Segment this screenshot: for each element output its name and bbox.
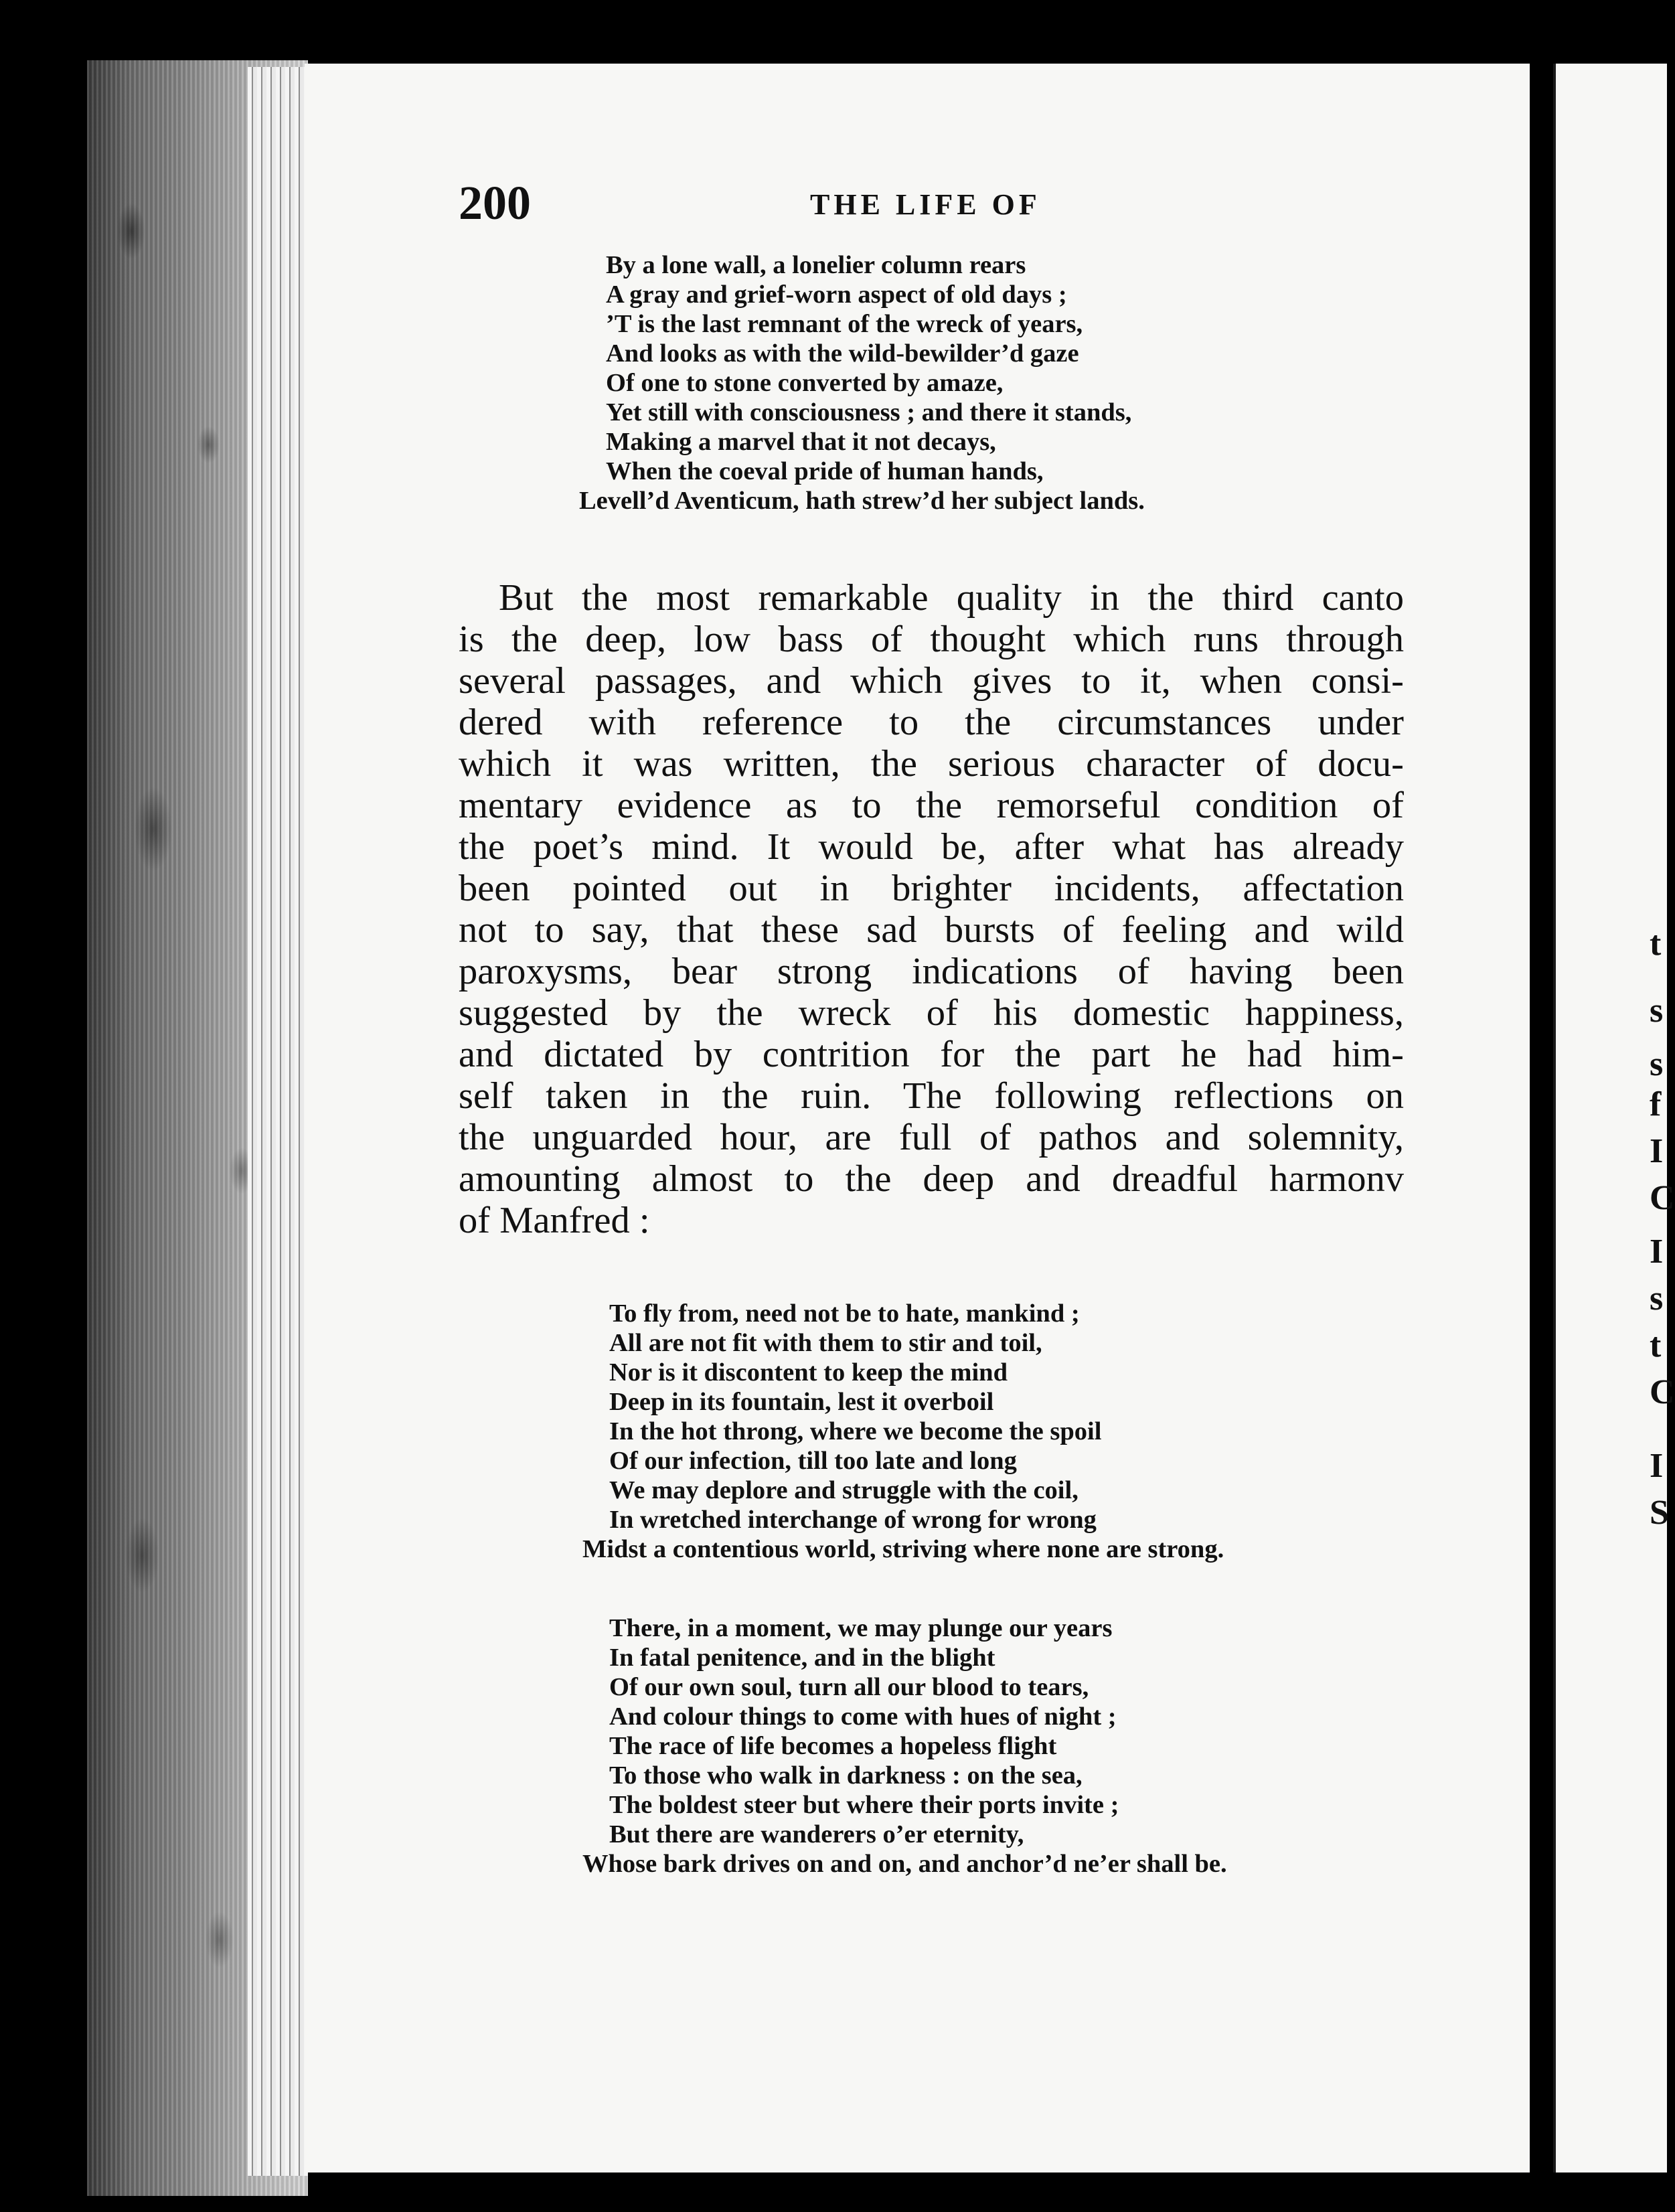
- verse-line: In fatal penitence, and in the blight: [609, 1644, 995, 1672]
- verse-line: And colour things to come with hues of night ;: [609, 1703, 1117, 1731]
- paragraph-line: But the most remarkable quality in the third canto: [499, 577, 1404, 619]
- page-leaves: [248, 67, 308, 2176]
- verse-line: Of one to stone converted by amaze,: [606, 369, 1004, 397]
- verse-line: Making a marvel that it not decays,: [606, 428, 996, 456]
- facing-page-fragment: I: [1650, 1233, 1664, 1271]
- paragraph-line: is the deep, low bass of thought which runs through: [459, 619, 1404, 660]
- paragraph-line: which it was written, the serious character of docu-: [459, 743, 1404, 785]
- facing-page-edge: [1553, 64, 1675, 2172]
- paragraph-line: dered with reference to the circumstances under: [459, 702, 1404, 743]
- paragraph-line: amounting almost to the deep and dreadful harmonv: [459, 1158, 1404, 1200]
- verse-stanza-3: [582, 1613, 1254, 1879]
- verse-line: By a lone wall, a lonelier column rears: [606, 251, 1026, 279]
- facing-page-fragment: f: [1650, 1085, 1662, 1123]
- facing-page-fragment: s: [1650, 1045, 1664, 1083]
- facing-page-fragment: t: [1650, 925, 1662, 963]
- facing-page-fragment: t: [1650, 1326, 1662, 1364]
- verse-line: But there are wanderers o’er eternity,: [609, 1820, 1024, 1848]
- verse-line: All are not fit with them to stir and toil,: [609, 1329, 1042, 1357]
- facing-page-fragment: s: [1650, 1279, 1664, 1318]
- verse-line: The race of life becomes a hopeless flight: [609, 1732, 1057, 1760]
- facing-page-fragment: C: [1650, 1373, 1675, 1411]
- paragraph-line: been pointed out in brighter incidents, affectation: [459, 868, 1404, 909]
- paragraph-line: mentary evidence as to the remorseful condition of: [459, 785, 1404, 826]
- verse-line: Nor is it discontent to keep the mind: [609, 1358, 1008, 1387]
- verse-line: The boldest steer but where their ports invite ;: [609, 1791, 1119, 1819]
- verse-line: Deep in its fountain, lest it overboil: [609, 1388, 994, 1416]
- facing-page-fragment: s: [1650, 992, 1664, 1030]
- running-head: THE LIFE OF: [810, 188, 1041, 221]
- verse-line: A gray and grief-worn aspect of old days ;: [606, 281, 1067, 309]
- verse-line: ’T is the last remnant of the wreck of years,: [606, 310, 1083, 338]
- verse-line: To those who walk in darkness : on the sea,: [609, 1761, 1083, 1790]
- verse-stanza-2: [582, 1299, 1251, 1564]
- paragraph-line: several passages, and which gives to it, when consi-: [459, 660, 1404, 702]
- verse-stanza-1: [579, 250, 1172, 516]
- facing-page-fragment: I: [1650, 1447, 1664, 1485]
- verse-line: There, in a moment, we may plunge our years: [609, 1614, 1113, 1642]
- paragraph-line: not to say, that these sad bursts of feeling and wild: [459, 909, 1404, 951]
- paragraph-line: paroxysms, bear strong indications of having been: [459, 951, 1404, 992]
- body-paragraph: [459, 577, 1404, 1241]
- verse-line: Yet still with consciousness ; and there it stands,: [606, 398, 1132, 426]
- verse-line: In the hot throng, where we become the spoil: [609, 1417, 1102, 1445]
- verse-line: Whose bark drives on and on, and anchor’d ne’er shall be.: [582, 1850, 1227, 1878]
- page-header: [459, 175, 1409, 229]
- page-number: 200: [459, 176, 531, 230]
- verse-line: Of our own soul, turn all our blood to tears,: [609, 1673, 1089, 1701]
- facing-page-fragment: I: [1650, 1132, 1664, 1170]
- paragraph-line: suggested by the wreck of his domestic happiness,: [459, 992, 1404, 1034]
- verse-line: When the coeval pride of human hands,: [606, 457, 1044, 485]
- paragraph-line: of Manfred :: [459, 1200, 650, 1241]
- facing-page-fragment: S: [1650, 1494, 1669, 1532]
- verse-line: Levell’d Aventicum, hath strew’d her subject lands.: [579, 487, 1145, 515]
- paragraph-line: self taken in the ruin. The following reflections on: [459, 1075, 1404, 1117]
- paragraph-line: the poet’s mind. It would be, after what has already: [459, 826, 1404, 868]
- verse-line: We may deplore and struggle with the coil,: [609, 1476, 1079, 1504]
- verse-line: Midst a contentious world, striving where none are strong.: [582, 1535, 1224, 1563]
- facing-page-fragment: C: [1650, 1179, 1675, 1217]
- paragraph-line: and dictated by contrition for the part he had him-: [459, 1034, 1404, 1075]
- verse-line: In wretched interchange of wrong for wrong: [609, 1506, 1097, 1534]
- verse-line: Of our infection, till too late and long: [609, 1447, 1017, 1475]
- verse-line: To fly from, need not be to hate, mankind ;: [609, 1299, 1080, 1328]
- paragraph-line: the unguarded hour, are full of pathos and solemnity,: [459, 1117, 1404, 1158]
- verse-line: And looks as with the wild-bewilder’d gaze: [606, 339, 1079, 368]
